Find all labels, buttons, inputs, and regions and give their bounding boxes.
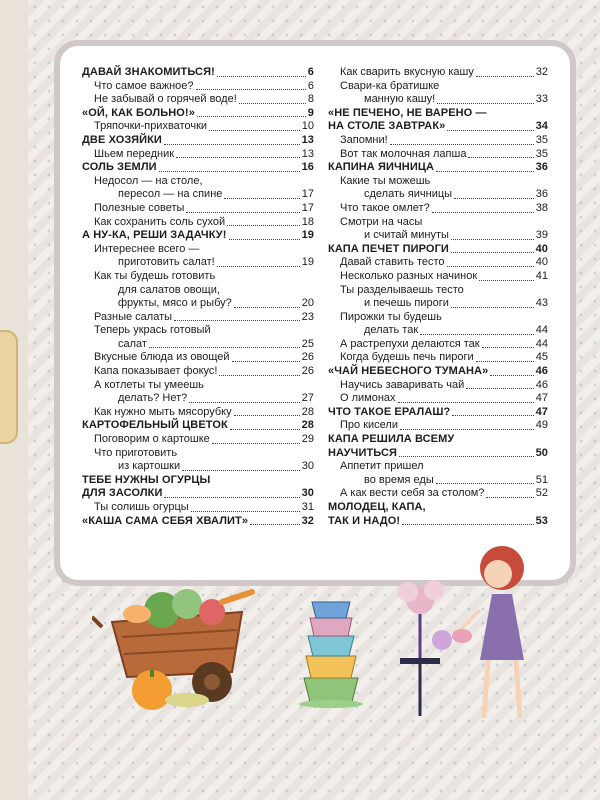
toc-entry-title: Запомни! (340, 133, 388, 146)
toc-entry-title: Вот так молочная лапша (340, 147, 467, 160)
toc-entry-title: и печешь пироги (364, 297, 449, 310)
toc-entry (82, 351, 314, 365)
toc-page-number: 43 (535, 297, 548, 310)
toc-entry-title: Аппетит пришел (340, 460, 424, 473)
toc-entry-title: А растрепухи делаются так (340, 337, 480, 350)
toc-entry-title: во время еды (364, 473, 434, 486)
toc-entry (82, 284, 314, 298)
toc-dot-leader (490, 375, 533, 376)
toc-entry (328, 66, 548, 80)
toc-dot-leader (436, 171, 534, 172)
toc-entry-title: КАПА ПЕЧЕТ ПИРОГИ (328, 242, 449, 255)
toc-entry (82, 324, 314, 338)
toc-dot-leader (224, 198, 299, 199)
toc-dot-leader (234, 415, 300, 416)
toc-page-number: 38 (535, 201, 548, 214)
toc-entry (328, 216, 548, 230)
toc-entry-title: ЧТО ТАКОЕ ЕРАЛАШ? (328, 405, 451, 418)
toc-page-number: 51 (535, 473, 548, 486)
toc-entry-title: манную кашу! (364, 93, 436, 106)
toc-entry (328, 447, 548, 461)
toc-entry (328, 80, 548, 94)
toc-dot-leader (197, 116, 306, 117)
toc-entry-title: Какие ты можешь (340, 174, 431, 187)
toc-entry-title: Как сохранить соль сухой (94, 215, 226, 228)
toc-page-number: 30 (301, 460, 314, 473)
toc-entry-title: Ты разделываешь тесто (340, 283, 464, 296)
table-of-contents (60, 46, 570, 580)
toc-dot-leader (400, 429, 534, 430)
toc-entry (328, 270, 548, 284)
toc-entry-title: Не забывай о горячей воде! (94, 93, 237, 106)
toc-page-number: 44 (535, 324, 548, 337)
toc-page-number: 35 (535, 147, 548, 160)
toc-page-number: 52 (535, 487, 548, 500)
toc-page-number: 46 (535, 365, 548, 378)
toc-entry (82, 107, 314, 121)
toc-column-left (82, 66, 314, 528)
toc-page-number: 16 (301, 161, 314, 174)
toc-dot-leader (164, 497, 299, 498)
toc-page-number: 18 (301, 215, 314, 228)
toc-page-number: 29 (301, 433, 314, 446)
toc-entry-title: ДЛЯ ЗАСОЛКИ (82, 487, 163, 500)
toc-page-number: 19 (301, 256, 314, 269)
toc-entry (82, 134, 314, 148)
toc-page-number: 35 (535, 133, 548, 146)
toc-dot-leader (390, 144, 534, 145)
toc-entry-title: салат (118, 337, 147, 350)
toc-entry-title: Что такое омлет? (340, 201, 430, 214)
toc-entry-title: Полезные советы (94, 201, 185, 214)
toc-entry (82, 365, 314, 379)
toc-dot-leader (486, 497, 533, 498)
toc-dot-leader (476, 76, 534, 77)
toc-entry-title: НАУЧИТЬСЯ (328, 446, 398, 459)
toc-entry-title: А котлеты ты умеешь (94, 378, 204, 391)
toc-entry (328, 107, 548, 121)
toc-entry (328, 311, 548, 325)
toc-entry-title: КАРТОФЕЛЬНЫЙ ЦВЕТОК (82, 419, 228, 432)
toc-dot-leader (234, 307, 300, 308)
toc-entry (82, 93, 314, 107)
toc-page-number: 50 (535, 446, 548, 459)
toc-entry-title: Свари-ка братишке (340, 79, 440, 92)
toc-entry (82, 202, 314, 216)
toc-entry-title: Пирожки ты будешь (340, 310, 442, 323)
toc-entry-title: ТАК И НАДО! (328, 514, 401, 527)
toc-page-number: 33 (535, 93, 548, 106)
toc-entry-title: Теперь укрась готовый (94, 324, 211, 337)
toc-entry (328, 161, 548, 175)
toc-entry-title: КАПИНА ЯИЧНИЦА (328, 161, 435, 174)
toc-entry (328, 284, 548, 298)
toc-entry (328, 379, 548, 393)
toc-dot-leader (149, 347, 300, 348)
toc-page-number: 45 (535, 351, 548, 364)
toc-page-number: 36 (535, 188, 548, 201)
toc-entry (82, 229, 314, 243)
toc-entry (328, 148, 548, 162)
toc-dot-leader (196, 89, 306, 90)
toc-entry (82, 175, 314, 189)
toc-entry (82, 161, 314, 175)
toc-dot-leader (212, 443, 300, 444)
toc-page-number: 28 (301, 405, 314, 418)
toc-entry-title: Тряпочки-прихваточки (94, 120, 208, 133)
toc-entry (82, 216, 314, 230)
toc-entry-title: Про кисели (340, 419, 398, 432)
toc-entry (328, 134, 548, 148)
toc-entry-title: «НЕ ПЕЧЕНО, НЕ ВАРЕНО — (328, 106, 487, 119)
toc-entry (328, 365, 548, 379)
toc-page-number: 53 (535, 514, 548, 527)
toc-page-number: 31 (301, 501, 314, 513)
toc-entry (328, 392, 548, 406)
toc-dot-leader (402, 524, 533, 525)
toc-entry-title: А НУ-КА, РЕШИ ЗАДАЧКУ! (82, 229, 227, 242)
toc-entry (82, 460, 314, 474)
toc-entry (328, 338, 548, 352)
toc-dot-leader (466, 388, 533, 389)
toc-entry (82, 311, 314, 325)
toc-entry-title: и считай минуты (364, 229, 449, 242)
toc-entry-title: Капа показывает фокус! (94, 365, 218, 378)
toc-entry (82, 447, 314, 461)
toc-dot-leader (164, 144, 300, 145)
toc-page-number: 13 (301, 147, 314, 160)
toc-entry-title: ДВЕ ХОЗЯЙКИ (82, 133, 162, 146)
toc-dot-leader (186, 212, 299, 213)
toc-entry-title: Поговорим о картошке (94, 433, 210, 446)
toc-dot-leader (468, 157, 533, 158)
stacked-teacups-icon (296, 598, 366, 708)
toc-page-number: 47 (535, 405, 548, 418)
toc-entry-title: МОЛОДЕЦ, КАПА, (328, 501, 426, 513)
toc-entry (82, 433, 314, 447)
toc-entry-title: делать? Нет? (118, 392, 188, 405)
toc-page-number: 25 (301, 337, 314, 350)
toc-page-number: 6 (307, 66, 314, 78)
toc-dot-leader (420, 334, 534, 335)
toc-entry (328, 188, 548, 202)
toc-entry-title: делать так (364, 324, 419, 337)
toc-entry (82, 515, 314, 529)
toc-entry (328, 324, 548, 338)
toc-page-number: 40 (535, 256, 548, 269)
toc-page-number: 17 (301, 201, 314, 214)
toc-dot-leader (209, 130, 300, 131)
toc-dot-leader (250, 524, 300, 525)
toc-page-number: 39 (535, 229, 548, 242)
toc-entry (328, 229, 548, 243)
toc-dot-leader (482, 347, 534, 348)
toc-entry (82, 243, 314, 257)
toc-page-number: 40 (535, 242, 548, 255)
toc-entry (328, 460, 548, 474)
toc-page-number: 32 (301, 514, 314, 527)
toc-page-number: 9 (307, 106, 314, 119)
toc-entry-title: Как нужно мыть мясорубку (94, 405, 232, 418)
toc-entry (328, 297, 548, 311)
toc-entry-title: Недосол — на столе, (94, 174, 203, 187)
toc-page-number: 8 (307, 93, 314, 106)
toc-page-number: 27 (301, 392, 314, 405)
toc-entry (82, 80, 314, 94)
toc-entry (82, 120, 314, 134)
toc-entry-title: приготовить салат! (118, 256, 215, 269)
girl-with-teapot-icon (380, 540, 580, 730)
toc-entry (328, 419, 548, 433)
toc-entry (328, 351, 548, 365)
toc-entry (82, 406, 314, 420)
toc-page-number: 19 (301, 229, 314, 242)
toc-entry-title: ТЕБЕ НУЖНЫ ОГУРЦЫ (82, 473, 211, 486)
toc-dot-leader (436, 483, 534, 484)
toc-entry-title: О лимонах (340, 392, 396, 405)
toc-entry-title: КАПА РЕШИЛА ВСЕМУ (328, 433, 455, 446)
toc-entry (328, 93, 548, 107)
toc-entry (82, 66, 314, 80)
toc-page-number: 36 (535, 161, 548, 174)
toc-entry (82, 297, 314, 311)
toc-dot-leader (447, 266, 534, 267)
toc-entry (328, 474, 548, 488)
toc-dot-leader (217, 266, 300, 267)
toc-entry-title: Давай ставить тесто (340, 256, 445, 269)
toc-entry-title: пересол — на спине (118, 188, 223, 201)
toc-entry (328, 256, 548, 270)
toc-dot-leader (227, 225, 300, 226)
toc-entry (328, 501, 548, 515)
toc-entry (328, 202, 548, 216)
toc-dot-leader (232, 361, 300, 362)
toc-dot-leader (217, 76, 306, 77)
toc-entry-title: Что самое важное? (94, 79, 194, 92)
toc-entry (82, 256, 314, 270)
toc-dot-leader (230, 429, 300, 430)
toc-page-number: 49 (535, 419, 548, 432)
toc-entry-title: для салатов овощи, (118, 283, 220, 296)
toc-dot-leader (451, 239, 534, 240)
toc-entry-title: Смотри на часы (340, 215, 423, 228)
toc-page-number: 28 (301, 419, 314, 432)
toc-page-number: 34 (535, 120, 548, 133)
toc-entry-title: Вкусные блюда из овощей (94, 351, 230, 364)
toc-dot-leader (239, 103, 306, 104)
toc-entry (82, 148, 314, 162)
toc-entry (82, 501, 314, 515)
toc-entry-title: «ОЙ, КАК БОЛЬНО!» (82, 106, 195, 119)
toc-entry-title: «ЧАЙ НЕБЕСНОГО ТУМАНА» (328, 365, 489, 378)
toc-entry-title: Как сварить вкусную кашу (340, 66, 474, 78)
toc-entry-title: Как ты будешь готовить (94, 269, 216, 282)
toc-entry-title: ДАВАЙ ЗНАКОМИТЬСЯ! (82, 66, 215, 78)
toc-page-number: 13 (301, 133, 314, 146)
toc-entry (328, 433, 548, 447)
toc-page-number: 30 (301, 487, 314, 500)
toc-entry-title: СОЛЬ ЗЕМЛИ (82, 161, 157, 174)
toc-page-number: 41 (535, 269, 548, 282)
toc-entry (82, 379, 314, 393)
toc-page-number: 32 (535, 66, 548, 78)
toc-dot-leader (398, 402, 534, 403)
toc-entry-title: Разные салаты (94, 310, 173, 323)
toc-entry (82, 270, 314, 284)
toc-page-number: 44 (535, 337, 548, 350)
toc-page-number: 10 (301, 120, 314, 133)
toc-entry-title: Ты солишь огурцы (94, 501, 189, 513)
toc-page-number: 23 (301, 310, 314, 323)
toc-entry-title: Когда будешь печь пироги (340, 351, 474, 364)
toc-page-number: 17 (301, 188, 314, 201)
toc-dot-leader (159, 171, 300, 172)
toc-dot-leader (191, 511, 300, 512)
toc-dot-leader (176, 157, 300, 158)
toc-entry (82, 487, 314, 501)
toc-column-right (328, 66, 548, 528)
toc-entry-title: Научись заваривать чай (340, 378, 465, 391)
toc-entry (328, 243, 548, 257)
toc-entry (328, 120, 548, 134)
toc-dot-leader (447, 130, 533, 131)
toc-entry (328, 515, 548, 529)
toc-entry-title: Несколько разных начинок (340, 269, 478, 282)
toc-entry-title: Интереснее всего — (94, 242, 200, 255)
toc-dot-leader (189, 402, 299, 403)
vegetable-cart-icon (92, 582, 262, 712)
toc-entry (328, 406, 548, 420)
left-page-tab (0, 330, 18, 444)
toc-page-number: 6 (307, 79, 314, 92)
toc-entry-title: Что приготовить (94, 446, 178, 459)
toc-dot-leader (437, 103, 534, 104)
toc-page-number: 26 (301, 351, 314, 364)
toc-entry-title: фрукты, мясо и рыбу? (118, 297, 232, 310)
toc-dot-leader (219, 375, 299, 376)
toc-entry (82, 188, 314, 202)
toc-dot-leader (399, 456, 534, 457)
toc-dot-leader (454, 198, 534, 199)
toc-page-number: 47 (535, 392, 548, 405)
toc-entry (82, 392, 314, 406)
toc-dot-leader (479, 280, 534, 281)
toc-entry (328, 175, 548, 189)
toc-entry-title: сделать яичницы (364, 188, 453, 201)
toc-dot-leader (174, 320, 300, 321)
toc-entry (328, 487, 548, 501)
toc-entry (82, 338, 314, 352)
toc-dot-leader (452, 415, 533, 416)
toc-dot-leader (476, 361, 534, 362)
toc-page-number: 26 (301, 365, 314, 378)
toc-page-number: 20 (301, 297, 314, 310)
toc-dot-leader (229, 239, 300, 240)
toc-entry (82, 474, 314, 488)
toc-dot-leader (451, 307, 534, 308)
toc-entry-title: Шьем передник (94, 147, 175, 160)
toc-dot-leader (182, 470, 300, 471)
toc-entry (82, 419, 314, 433)
toc-dot-leader (451, 252, 534, 253)
toc-page-number: 46 (535, 378, 548, 391)
toc-dot-leader (432, 212, 534, 213)
toc-entry-title: «КАША САМА СЕБЯ ХВАЛИТ» (82, 514, 249, 527)
toc-entry-title: А как вести себя за столом? (340, 487, 485, 500)
toc-entry-title: НА СТОЛЕ ЗАВТРАК» (328, 120, 446, 133)
toc-entry-title: из картошки (118, 460, 181, 473)
